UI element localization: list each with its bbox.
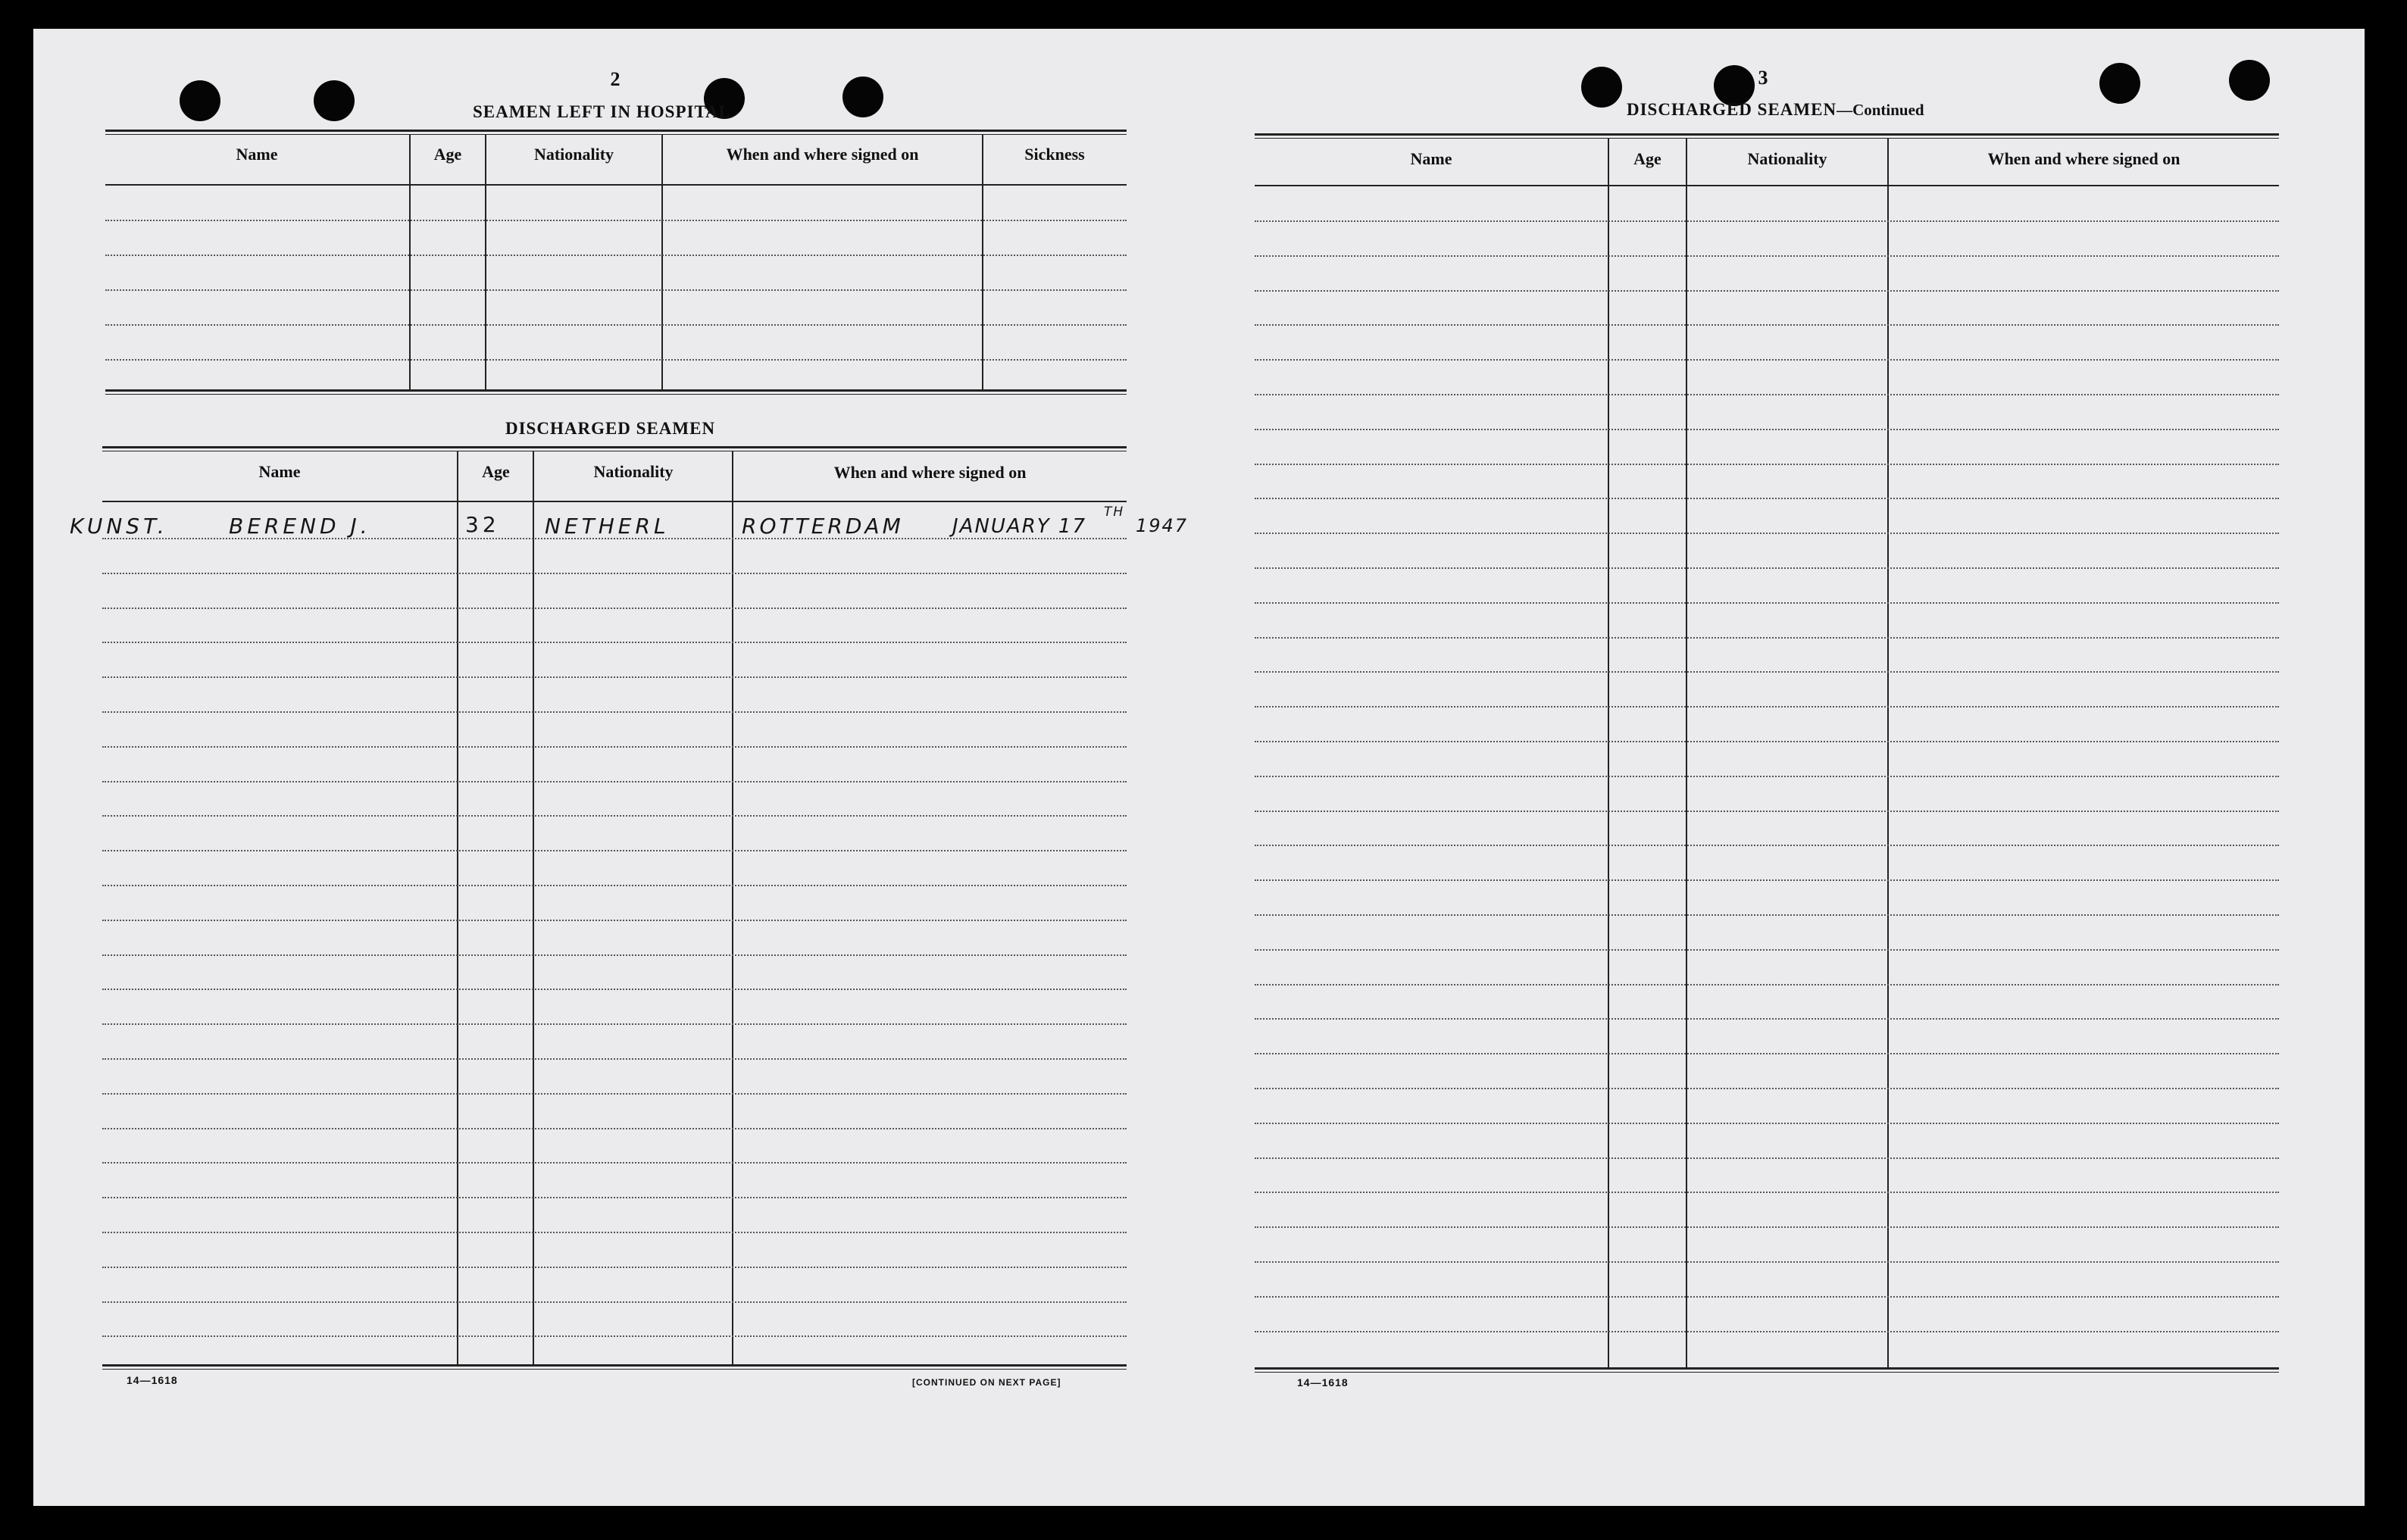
hospital-row-line bbox=[105, 324, 1127, 326]
discharged-row-line bbox=[1255, 1192, 2279, 1193]
discharged-col-divider bbox=[732, 451, 733, 1364]
hospital-row-line bbox=[105, 255, 1127, 256]
discharged-row-line bbox=[102, 711, 1127, 713]
discharged-row-line bbox=[102, 815, 1127, 817]
punch-hole bbox=[314, 80, 355, 121]
right-section-title bbox=[1627, 100, 1924, 120]
discharged-row-line bbox=[102, 746, 1127, 748]
discharged-row-line bbox=[1255, 498, 2279, 499]
entry-nationality: NETHERL bbox=[545, 514, 670, 539]
discharged-row-line bbox=[1255, 602, 2279, 604]
discharged-row-line bbox=[1255, 949, 2279, 951]
discharged-table-bottom-rule bbox=[102, 1364, 1127, 1367]
right-col-divider bbox=[1608, 139, 1609, 1367]
discharged-col-age: Age bbox=[482, 462, 510, 481]
discharged-row-line bbox=[1255, 359, 2279, 361]
discharged-row-line bbox=[1255, 567, 2279, 569]
discharged-row-line bbox=[102, 1058, 1127, 1060]
discharged-row-line bbox=[1255, 706, 2279, 708]
discharged-section-title: DISCHARGED SEAMEN bbox=[505, 419, 716, 438]
discharged-row-line bbox=[1255, 1018, 2279, 1020]
discharged-row-line bbox=[1255, 1088, 2279, 1089]
hospital-col-divider bbox=[982, 135, 983, 389]
discharged-row-line bbox=[1255, 429, 2279, 430]
right-table-bottom-rule bbox=[1255, 1372, 2279, 1373]
discharged-row-line bbox=[1255, 1123, 2279, 1124]
hospital-table-bottom-rule bbox=[105, 389, 1127, 392]
right-col-age: Age bbox=[1633, 149, 1661, 168]
discharged-row-line bbox=[1255, 845, 2279, 846]
hospital-col-divider bbox=[485, 135, 486, 389]
discharged-row-line bbox=[102, 676, 1127, 678]
discharged-row-line bbox=[102, 1232, 1127, 1233]
right-table-top-rule bbox=[1255, 133, 2279, 136]
right-section-title-suffix: —Continued bbox=[1837, 101, 1924, 119]
discharged-row-line bbox=[1255, 637, 2279, 639]
discharged-row-line bbox=[102, 1301, 1127, 1303]
discharged-row-line bbox=[1255, 1296, 2279, 1298]
discharged-row-line bbox=[1255, 811, 2279, 812]
discharged-row-line bbox=[1255, 914, 2279, 916]
discharged-row-line bbox=[1255, 533, 2279, 534]
entry-signed-date-suffix: TH bbox=[1104, 504, 1125, 520]
entry-signed-year: 1947 bbox=[1136, 515, 1189, 536]
discharged-row-line bbox=[102, 1023, 1127, 1025]
punch-hole bbox=[2099, 63, 2140, 104]
discharged-row-line bbox=[102, 850, 1127, 851]
hospital-col-name: Name bbox=[236, 145, 278, 164]
page-number-right: 3 bbox=[1758, 67, 1768, 89]
discharged-row-line bbox=[102, 573, 1127, 574]
discharged-row-line bbox=[102, 920, 1127, 921]
right-section-title-text: DISCHARGED SEAMEN bbox=[1627, 100, 1837, 119]
discharged-table-top-rule bbox=[102, 446, 1127, 448]
hospital-section-title: SEAMEN LEFT IN HOSPITAL bbox=[473, 102, 732, 121]
right-table-bottom-rule bbox=[1255, 1367, 2279, 1370]
right-col-signed-on: When and where signed on bbox=[1987, 149, 2180, 168]
entry-signed-date: JANUARY 17 bbox=[952, 515, 1087, 538]
discharged-row-line bbox=[102, 989, 1127, 990]
hospital-col-age: Age bbox=[433, 145, 462, 164]
discharged-row-line bbox=[1255, 671, 2279, 673]
hospital-col-sickness: Sickness bbox=[1024, 145, 1085, 164]
discharged-row-line bbox=[1255, 1053, 2279, 1054]
hospital-header-rule bbox=[105, 184, 1127, 186]
right-table-top-rule bbox=[1255, 138, 2279, 139]
hospital-table-top-rule bbox=[105, 130, 1127, 132]
hospital-row-line bbox=[105, 359, 1127, 361]
punch-hole bbox=[180, 80, 220, 121]
discharged-col-nationality: Nationality bbox=[593, 462, 674, 481]
discharged-row-line bbox=[102, 954, 1127, 956]
discharged-row-line bbox=[102, 642, 1127, 643]
discharged-row-line bbox=[1255, 394, 2279, 395]
discharged-row-line bbox=[1255, 776, 2279, 777]
hospital-table-top-rule bbox=[105, 134, 1127, 135]
entry-signed-place: ROTTERDAM bbox=[742, 514, 904, 539]
discharged-row-line bbox=[1255, 464, 2279, 465]
discharged-row-line bbox=[1255, 879, 2279, 881]
discharged-row-line bbox=[102, 1197, 1127, 1198]
entry-age: 32 bbox=[465, 512, 500, 537]
discharged-row-line bbox=[1255, 1331, 2279, 1332]
punch-hole bbox=[1581, 67, 1622, 108]
discharged-col-signed-on: When and where signed on bbox=[833, 463, 1027, 482]
discharged-col-divider bbox=[457, 451, 458, 1364]
right-col-divider bbox=[1887, 139, 1889, 1367]
discharged-row-line bbox=[1255, 984, 2279, 986]
hospital-row-line bbox=[105, 220, 1127, 221]
discharged-row-line bbox=[102, 781, 1127, 782]
discharged-row-line bbox=[102, 608, 1127, 609]
right-col-name: Name bbox=[1410, 149, 1452, 168]
discharged-row-line bbox=[1255, 220, 2279, 222]
discharged-row-line bbox=[1255, 1157, 2279, 1159]
discharged-row-line bbox=[102, 885, 1127, 886]
discharged-row-line bbox=[102, 1267, 1127, 1268]
hospital-col-divider bbox=[661, 135, 663, 389]
discharged-row-line bbox=[102, 1335, 1127, 1337]
discharged-row-line bbox=[1255, 324, 2279, 326]
discharged-row-line bbox=[1255, 1261, 2279, 1263]
form-number-left: 14—1618 bbox=[127, 1374, 178, 1386]
discharged-row-line bbox=[1255, 741, 2279, 742]
entry-given-name: BEREND J. bbox=[229, 514, 371, 539]
right-col-divider bbox=[1686, 139, 1687, 1367]
discharged-header-rule bbox=[102, 501, 1127, 502]
right-col-nationality: Nationality bbox=[1747, 149, 1827, 168]
hospital-col-divider bbox=[409, 135, 411, 389]
hospital-col-nationality: Nationality bbox=[533, 145, 614, 164]
discharged-table-bottom-rule bbox=[102, 1369, 1127, 1370]
hospital-row-line bbox=[105, 289, 1127, 291]
discharged-row-line bbox=[1255, 290, 2279, 292]
discharged-row-line bbox=[1255, 255, 2279, 257]
discharged-row-line bbox=[1255, 1226, 2279, 1228]
hospital-table-bottom-rule bbox=[105, 394, 1127, 395]
discharged-row-line bbox=[102, 1162, 1127, 1164]
right-header-rule bbox=[1255, 185, 2279, 186]
entry-surname: KUNST. bbox=[70, 514, 168, 539]
document-sheet bbox=[33, 29, 2365, 1506]
discharged-col-name: Name bbox=[258, 462, 301, 481]
page-number-left: 2 bbox=[610, 68, 621, 90]
continued-note: [CONTINUED ON NEXT PAGE] bbox=[912, 1377, 1061, 1388]
discharged-row-line bbox=[102, 1128, 1127, 1129]
hospital-col-signed-on: When and where signed on bbox=[726, 145, 919, 164]
punch-hole bbox=[2229, 60, 2270, 101]
discharged-row-line bbox=[102, 538, 1127, 539]
discharged-row-line bbox=[102, 1093, 1127, 1095]
punch-hole bbox=[842, 77, 883, 117]
discharged-col-divider bbox=[533, 451, 534, 1364]
form-number-right: 14—1618 bbox=[1297, 1376, 1349, 1388]
